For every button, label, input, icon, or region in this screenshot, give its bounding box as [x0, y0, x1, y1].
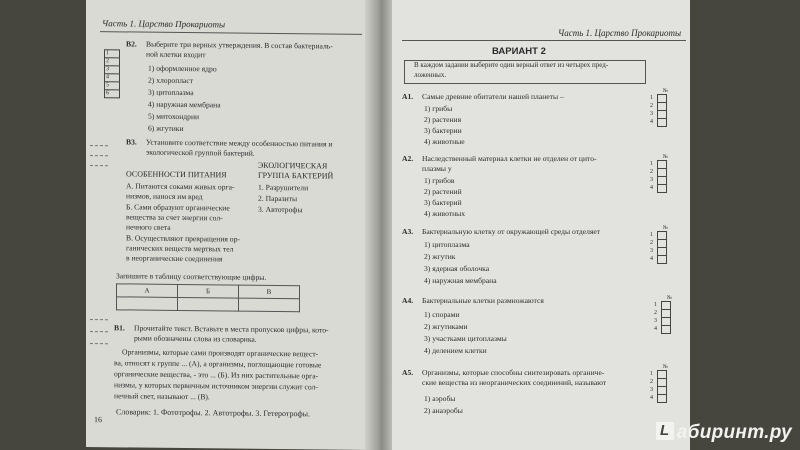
- b2-option: 4) наружная мембрана: [148, 99, 221, 110]
- a1-text: Самые древние обитатели нашей планеты –: [422, 92, 564, 101]
- table-header: А: [117, 284, 178, 298]
- header-rule: [402, 40, 686, 41]
- a3-option: 1) цитоплазма: [424, 240, 470, 249]
- table-header: В: [239, 285, 300, 299]
- b3-answer-table: [116, 283, 300, 312]
- instruction-line-1: В каждом задании выберите один верный ответ из четырех пред-: [414, 61, 609, 69]
- a1-answer-grid[interactable]: № 1 2 3 4: [650, 88, 668, 125]
- a2-answer-grid[interactable]: № 1 2 3 4: [650, 154, 668, 191]
- b3-col2-item: 2. Паразиты: [258, 193, 298, 204]
- a2-text-line-1: Наследственный материал клетки не отделен от цито-: [422, 154, 597, 163]
- labirint-logo-icon: L: [656, 422, 674, 440]
- a2-option: 4) животных: [424, 209, 466, 218]
- b2-question-line-1: Выберите три верных утверждения. В состав бактериаль-: [146, 39, 333, 51]
- b3-label: В3.: [126, 137, 137, 147]
- b3-col1-title: ОСОБЕННОСТИ ПИТАНИЯ: [126, 169, 227, 180]
- b3-col1-line: Б. Сами образуют органические: [126, 202, 230, 213]
- a4-option: 1) спорами: [424, 310, 460, 319]
- a2-option: 2) растений: [424, 187, 462, 196]
- instruction-line-2: ложенных.: [414, 71, 447, 79]
- b2-option: 3) цитоплазма: [148, 87, 194, 98]
- a2-label: А2.: [402, 154, 414, 163]
- a5-option: 1) аэробы: [424, 394, 456, 403]
- right-page: [392, 0, 690, 450]
- a3-label: А3.: [402, 227, 414, 236]
- margin-dash: [90, 343, 108, 344]
- v1-label: В1.: [114, 323, 125, 333]
- b3-question-line-1: Установите соответствие между особенностью питания и: [146, 137, 333, 149]
- a3-text: Бактериальную клетку от окружающей среды отделяет: [422, 227, 601, 236]
- v1-text-line: низмы, у которых первичным источником энергии служит сол-: [114, 380, 318, 392]
- header-rule: [100, 31, 362, 35]
- a3-option: 2) жгутик: [424, 252, 456, 261]
- b3-col1-line: В. Осуществляют превращения ор-: [126, 233, 240, 244]
- b3-col1-line: А. Питаются соками живых орга-: [126, 181, 235, 192]
- table-header: Б: [178, 284, 239, 298]
- a2-option: 1) грибов: [424, 176, 455, 185]
- margin-dash: [90, 165, 108, 166]
- a3-option: 3) ядерная оболочка: [424, 264, 490, 273]
- b3-col1-line: низмов, нанося им вред: [126, 191, 203, 202]
- b3-col1-line: нечного света: [126, 222, 171, 232]
- b2-option: 2) хлоропласт: [148, 75, 194, 86]
- a1-label: А1.: [402, 92, 414, 101]
- a5-text-line-2: ские вещества из неорганических соединений, называют: [422, 378, 607, 387]
- b3-col1-line: в неорганические соединения: [126, 253, 223, 264]
- a4-option: 2) жгутиками: [424, 322, 468, 331]
- book-gutter: [365, 0, 395, 450]
- answer-cell[interactable]: [178, 297, 239, 311]
- answer-cell[interactable]: [117, 297, 178, 311]
- a1-option: 3) бактерии: [424, 126, 462, 135]
- a2-option: 3) бактерий: [424, 198, 462, 207]
- v1-text-line: ва, относят к группе ... (А), а организмы, поглощающие готовые: [114, 358, 322, 370]
- a5-text-line-1: Организмы, которые способны синтезировать органиче-: [422, 368, 605, 377]
- b3-col2-item: 1. Разрушители: [258, 182, 309, 193]
- b3-question-line-2: экологической группой бактерий.: [146, 147, 255, 158]
- watermark-logo: [656, 422, 792, 444]
- v1-text-line: органические вещества, - это ... (Б). Из них растительные орга-: [114, 369, 319, 381]
- b2-option: 1) оформленное ядро: [148, 63, 217, 74]
- right-page-header: Часть 1. Царство Прокариоты: [558, 28, 682, 38]
- b2-answer-grid: 1 2 3 4 5 6: [104, 49, 120, 98]
- a4-text: Бактериальные клетки размножаются: [422, 296, 544, 305]
- margin-dash: [90, 331, 108, 332]
- left-page: [86, 0, 372, 450]
- a4-option: 3) участками цитоплазмы: [424, 334, 507, 343]
- answer-cell[interactable]: [239, 298, 300, 312]
- margin-dash: [90, 145, 108, 146]
- a2-text-line-2: плазмы у: [422, 164, 452, 173]
- v1-dictionary: Словарик: 1. Фототрофы. 2. Автотрофы. 3. Гетеротрофы.: [116, 407, 311, 419]
- b3-col2-title-line-1: ЭКОЛОГИЧЕСКАЯ: [258, 160, 328, 171]
- margin-dash: [90, 155, 108, 156]
- v1-text-line: Прочитайте текст. Вставьте в места пропусков цифры, кото-: [134, 323, 329, 335]
- a3-answer-grid[interactable]: № 1 2 3 4: [650, 225, 668, 262]
- b2-question-line-2: ной клетки входит: [146, 49, 206, 60]
- v1-text-line: нечный свет, называют ... (В).: [114, 391, 210, 402]
- a4-option: 4) делением клетки: [424, 346, 487, 355]
- v1-text-line: Организмы, которые сами производят органические вещест-: [122, 347, 319, 359]
- a5-answer-grid[interactable]: № 1 2 3 4: [650, 364, 668, 401]
- left-page-header: Часть 1. Царство Прокариоты: [102, 18, 226, 30]
- margin-dash: [90, 319, 108, 320]
- a4-answer-grid[interactable]: № 1 2 3 4: [654, 295, 672, 332]
- a3-option: 4) наружная мембрана: [424, 276, 497, 285]
- a4-label: А4.: [402, 296, 414, 305]
- watermark-text: абиринт.ру: [676, 422, 792, 443]
- b2-option: 5) митохондрии: [148, 111, 200, 122]
- b2-label: В2.: [126, 39, 137, 49]
- b3-col2-item: 3. Автотрофы: [258, 204, 303, 215]
- b3-instruction: Запишите в таблицу соответствующие цифры.: [116, 271, 267, 282]
- a1-option: 4) животные: [424, 137, 465, 146]
- b2-option: 6) жгутики: [148, 123, 184, 134]
- a5-option: 2) анаэробы: [424, 406, 463, 415]
- a1-option: 2) растения: [424, 115, 462, 124]
- b3-col1-line: вещества за счет энергии сол-: [126, 212, 223, 223]
- a1-option: 1) грибы: [424, 104, 453, 113]
- b3-col2-title-line-2: ГРУППА БАКТЕРИЙ: [258, 170, 334, 181]
- variant-title: ВАРИАНТ 2: [492, 46, 546, 57]
- v1-text-line: рыми обозначены слова из словарика.: [134, 333, 257, 344]
- b3-col1-line: ганических веществ мертвых тел: [126, 243, 234, 254]
- a5-label: А5.: [402, 368, 414, 377]
- left-page-number: 16: [94, 415, 102, 425]
